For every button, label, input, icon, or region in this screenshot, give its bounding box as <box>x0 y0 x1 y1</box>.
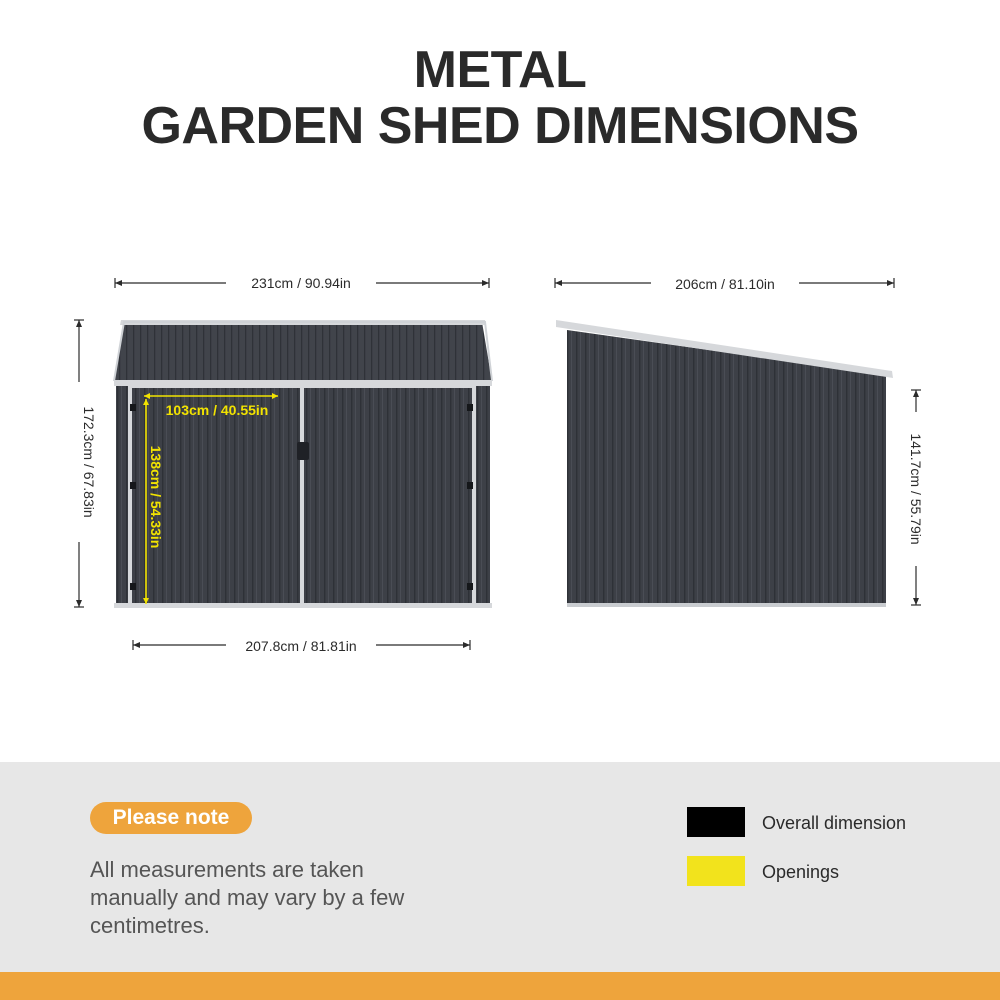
front-base-width-dimension <box>133 638 470 654</box>
legend-label-openings: Openings <box>762 862 840 882</box>
front-base-trim <box>114 603 492 608</box>
hinge <box>467 583 473 590</box>
bottom-accent-bar <box>0 972 1000 1000</box>
front-view-shed <box>114 320 492 608</box>
hinge <box>130 404 136 411</box>
side-view-shed <box>556 320 893 607</box>
legend-swatch-openings <box>687 856 745 886</box>
hinge <box>130 482 136 489</box>
legend-label-overall: Overall dimension <box>762 813 907 833</box>
front-overall-height-label: 172.3cm / 67.83in <box>81 406 97 518</box>
front-base-width-label: 207.8cm / 81.81in <box>245 638 357 654</box>
side-depth-label: 206cm / 81.10in <box>675 276 775 292</box>
legend-swatch-overall <box>687 807 745 837</box>
opening-width-label: 103cm / 40.55in <box>165 402 269 418</box>
note-text: All measurements are taken manually and may vary by a few centimetres. <box>90 857 405 938</box>
side-depth-dimension <box>555 276 894 292</box>
page-title-line1: METAL <box>413 41 587 99</box>
side-rear-height-dimension <box>908 390 924 605</box>
please-note-badge: Please note <box>90 802 252 834</box>
door-handle <box>297 442 309 460</box>
hinge <box>467 404 473 411</box>
front-overall-height-dimension <box>74 320 97 607</box>
side-wall <box>567 330 886 605</box>
hinge <box>467 482 473 489</box>
front-overall-width-label: 231cm / 90.94in <box>251 275 351 291</box>
opening-height-label: 138cm / 54.33in <box>148 445 164 549</box>
front-roof <box>114 322 492 381</box>
hinge <box>130 583 136 590</box>
door-right <box>304 390 470 602</box>
page-title-line2: GARDEN SHED DIMENSIONS <box>141 97 859 155</box>
front-overall-width-dimension <box>115 275 489 291</box>
side-rear-height-label: 141.7cm / 55.79in <box>908 433 924 545</box>
side-base-trim <box>567 603 886 607</box>
